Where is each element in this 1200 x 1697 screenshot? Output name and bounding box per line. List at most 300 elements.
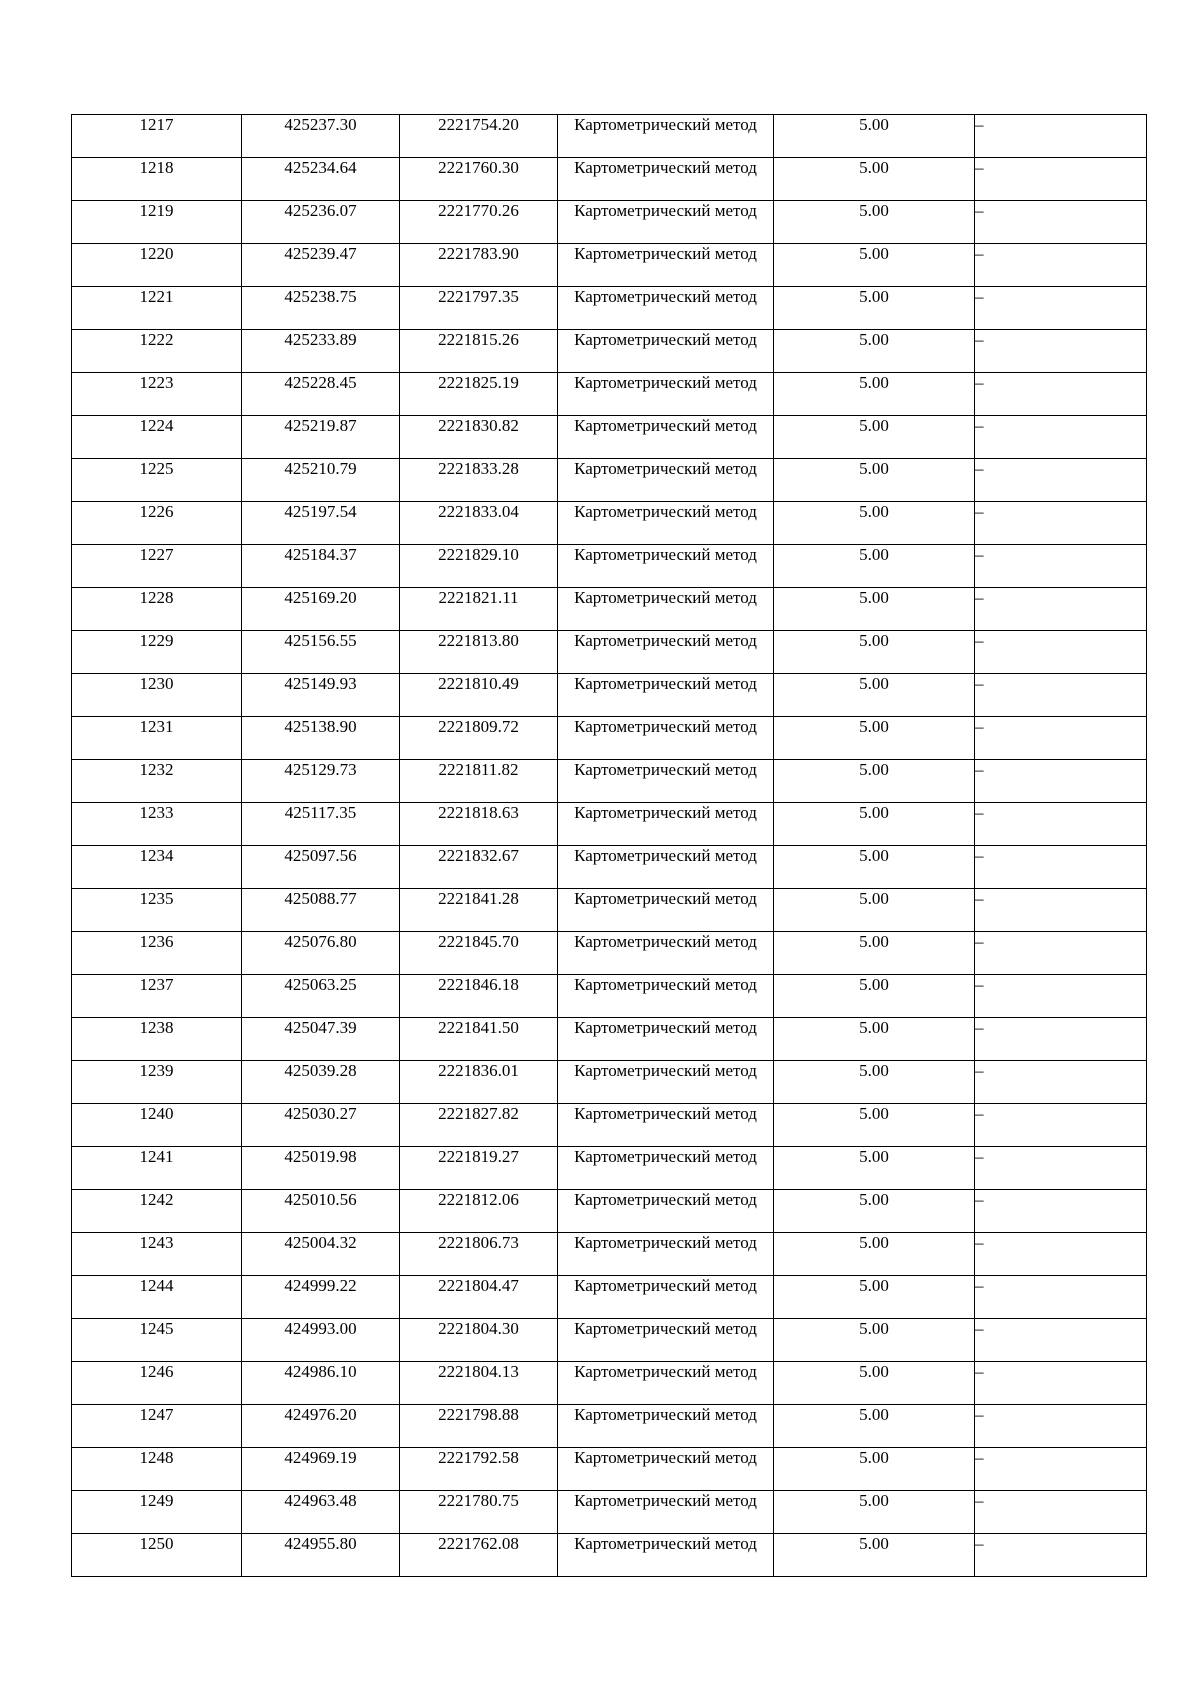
y-coordinate-cell-text: 2221810.49 — [438, 674, 519, 693]
x-coordinate-cell — [242, 1190, 400, 1233]
note-cell-text: – — [975, 416, 984, 435]
point-number-cell — [72, 803, 242, 846]
y-coordinate-cell — [400, 545, 558, 588]
table-row — [72, 631, 1147, 674]
point-number-cell-text: 1232 — [139, 760, 174, 779]
accuracy-cell-text: 5.00 — [859, 502, 889, 521]
note-cell-text: – — [975, 1147, 984, 1166]
point-number-cell — [72, 158, 242, 201]
y-coordinate-cell-text: 2221780.75 — [438, 1491, 519, 1510]
point-number-cell-text: 1221 — [139, 287, 174, 306]
note-cell-text: – — [975, 1276, 984, 1295]
y-coordinate-cell-text: 2221809.72 — [438, 717, 519, 736]
method-cell-text: Картометрический метод — [574, 1233, 757, 1252]
y-coordinate-cell — [400, 1147, 558, 1190]
method-cell-text: Картометрический метод — [574, 803, 757, 822]
accuracy-cell-text: 5.00 — [859, 932, 889, 951]
y-coordinate-cell — [400, 975, 558, 1018]
method-cell — [558, 416, 774, 459]
x-coordinate-cell — [242, 760, 400, 803]
note-cell — [975, 1104, 1147, 1147]
point-number-cell-text: 1224 — [139, 416, 174, 435]
point-number-cell-text: 1247 — [139, 1405, 174, 1424]
y-coordinate-cell — [400, 244, 558, 287]
accuracy-cell — [774, 1276, 975, 1319]
point-number-cell — [72, 1233, 242, 1276]
y-coordinate-cell-text: 2221804.47 — [438, 1276, 519, 1295]
note-cell — [975, 158, 1147, 201]
x-coordinate-cell-text: 425117.35 — [284, 803, 357, 822]
y-coordinate-cell — [400, 674, 558, 717]
method-cell-text: Картометрический метод — [574, 1319, 757, 1338]
accuracy-cell — [774, 932, 975, 975]
accuracy-cell — [774, 158, 975, 201]
y-coordinate-cell — [400, 502, 558, 545]
accuracy-cell — [774, 330, 975, 373]
method-cell-text: Картометрический метод — [574, 846, 757, 865]
method-cell-text: Картометрический метод — [574, 1362, 757, 1381]
point-number-cell-text: 1239 — [139, 1061, 174, 1080]
accuracy-cell — [774, 717, 975, 760]
point-number-cell-text: 1228 — [139, 588, 174, 607]
x-coordinate-cell-text: 425047.39 — [284, 1018, 357, 1037]
point-number-cell — [72, 1491, 242, 1534]
method-cell — [558, 1018, 774, 1061]
method-cell-text: Картометрический метод — [574, 158, 757, 177]
accuracy-cell-text: 5.00 — [859, 416, 889, 435]
note-cell — [975, 631, 1147, 674]
accuracy-cell-text: 5.00 — [859, 1233, 889, 1252]
y-coordinate-cell — [400, 1190, 558, 1233]
method-cell-text: Картометрический метод — [574, 1190, 757, 1209]
point-number-cell — [72, 1448, 242, 1491]
note-cell — [975, 932, 1147, 975]
x-coordinate-cell — [242, 1018, 400, 1061]
x-coordinate-cell-text: 425004.32 — [284, 1233, 357, 1252]
method-cell-text: Картометрический метод — [574, 674, 757, 693]
accuracy-cell-text: 5.00 — [859, 330, 889, 349]
point-number-cell — [72, 932, 242, 975]
method-cell-text: Картометрический метод — [574, 588, 757, 607]
method-cell-text: Картометрический метод — [574, 717, 757, 736]
note-cell — [975, 1534, 1147, 1577]
y-coordinate-cell-text: 2221833.04 — [438, 502, 519, 521]
method-cell — [558, 1104, 774, 1147]
method-cell-text: Картометрический метод — [574, 631, 757, 650]
y-coordinate-cell — [400, 889, 558, 932]
accuracy-cell — [774, 1534, 975, 1577]
y-coordinate-cell-text: 2221827.82 — [438, 1104, 519, 1123]
point-number-cell-text: 1238 — [139, 1018, 174, 1037]
method-cell-text: Картометрический метод — [574, 975, 757, 994]
document-page — [71, 114, 1146, 1577]
note-cell-text: – — [975, 158, 984, 177]
method-cell — [558, 674, 774, 717]
accuracy-cell-text: 5.00 — [859, 1405, 889, 1424]
x-coordinate-cell-text: 424993.00 — [284, 1319, 357, 1338]
note-cell — [975, 545, 1147, 588]
accuracy-cell — [774, 287, 975, 330]
method-cell — [558, 1362, 774, 1405]
accuracy-cell — [774, 459, 975, 502]
note-cell — [975, 1448, 1147, 1491]
x-coordinate-cell — [242, 201, 400, 244]
y-coordinate-cell-text: 2221783.90 — [438, 244, 519, 263]
y-coordinate-cell — [400, 373, 558, 416]
point-number-cell-text: 1246 — [139, 1362, 174, 1381]
method-cell — [558, 717, 774, 760]
note-cell-text: – — [975, 1104, 984, 1123]
y-coordinate-cell — [400, 1104, 558, 1147]
y-coordinate-cell-text: 2221819.27 — [438, 1147, 519, 1166]
table-row — [72, 373, 1147, 416]
method-cell — [558, 588, 774, 631]
y-coordinate-cell-text: 2221813.80 — [438, 631, 519, 650]
point-number-cell — [72, 1147, 242, 1190]
x-coordinate-cell — [242, 588, 400, 631]
note-cell-text: – — [975, 1018, 984, 1037]
accuracy-cell — [774, 1319, 975, 1362]
table-row — [72, 1491, 1147, 1534]
note-cell — [975, 1276, 1147, 1319]
point-number-cell — [72, 889, 242, 932]
note-cell — [975, 1405, 1147, 1448]
y-coordinate-cell — [400, 1319, 558, 1362]
x-coordinate-cell — [242, 287, 400, 330]
table-row — [72, 975, 1147, 1018]
accuracy-cell-text: 5.00 — [859, 1491, 889, 1510]
x-coordinate-cell-text: 425210.79 — [284, 459, 357, 478]
note-cell-text: – — [975, 717, 984, 736]
accuracy-cell — [774, 115, 975, 158]
point-number-cell — [72, 1190, 242, 1233]
method-cell-text: Картометрический метод — [574, 1018, 757, 1037]
method-cell-text: Картометрический метод — [574, 330, 757, 349]
accuracy-cell-text: 5.00 — [859, 760, 889, 779]
y-coordinate-cell — [400, 1448, 558, 1491]
accuracy-cell — [774, 1190, 975, 1233]
y-coordinate-cell — [400, 1405, 558, 1448]
point-number-cell-text: 1235 — [139, 889, 174, 908]
y-coordinate-cell — [400, 932, 558, 975]
accuracy-cell — [774, 545, 975, 588]
accuracy-cell-text: 5.00 — [859, 588, 889, 607]
accuracy-cell-text: 5.00 — [859, 115, 889, 134]
note-cell-text: – — [975, 1061, 984, 1080]
accuracy-cell-text: 5.00 — [859, 201, 889, 220]
note-cell — [975, 717, 1147, 760]
accuracy-cell-text: 5.00 — [859, 674, 889, 693]
accuracy-cell-text: 5.00 — [859, 1018, 889, 1037]
table-row — [72, 1190, 1147, 1233]
table-row — [72, 287, 1147, 330]
point-number-cell — [72, 1104, 242, 1147]
method-cell-text: Картометрический метод — [574, 1448, 757, 1467]
point-number-cell — [72, 373, 242, 416]
note-cell — [975, 1233, 1147, 1276]
x-coordinate-cell — [242, 158, 400, 201]
accuracy-cell-text: 5.00 — [859, 1061, 889, 1080]
y-coordinate-cell — [400, 1276, 558, 1319]
y-coordinate-cell-text: 2221836.01 — [438, 1061, 519, 1080]
x-coordinate-cell-text: 425184.37 — [284, 545, 357, 564]
table-row — [72, 459, 1147, 502]
accuracy-cell-text: 5.00 — [859, 631, 889, 650]
x-coordinate-cell-text: 424999.22 — [284, 1276, 357, 1295]
note-cell-text: – — [975, 244, 984, 263]
method-cell — [558, 760, 774, 803]
y-coordinate-cell — [400, 803, 558, 846]
x-coordinate-cell — [242, 330, 400, 373]
table-row — [72, 416, 1147, 459]
x-coordinate-cell-text: 425233.89 — [284, 330, 357, 349]
y-coordinate-cell-text: 2221818.63 — [438, 803, 519, 822]
x-coordinate-cell-text: 424986.10 — [284, 1362, 357, 1381]
x-coordinate-cell-text: 425156.55 — [284, 631, 357, 650]
note-cell-text: – — [975, 760, 984, 779]
y-coordinate-cell — [400, 846, 558, 889]
note-cell — [975, 244, 1147, 287]
accuracy-cell-text: 5.00 — [859, 545, 889, 564]
method-cell-text: Картометрический метод — [574, 502, 757, 521]
x-coordinate-cell — [242, 889, 400, 932]
x-coordinate-cell-text: 425138.90 — [284, 717, 357, 736]
note-cell-text: – — [975, 975, 984, 994]
x-coordinate-cell-text: 425039.28 — [284, 1061, 357, 1080]
y-coordinate-cell-text: 2221804.30 — [438, 1319, 519, 1338]
y-coordinate-cell-text: 2221812.06 — [438, 1190, 519, 1209]
y-coordinate-cell — [400, 115, 558, 158]
note-cell-text: – — [975, 846, 984, 865]
accuracy-cell — [774, 1018, 975, 1061]
table-row — [72, 1233, 1147, 1276]
accuracy-cell — [774, 674, 975, 717]
method-cell — [558, 1147, 774, 1190]
note-cell-text: – — [975, 459, 984, 478]
accuracy-cell-text: 5.00 — [859, 459, 889, 478]
y-coordinate-cell-text: 2221804.13 — [438, 1362, 519, 1381]
method-cell-text: Картометрический метод — [574, 1104, 757, 1123]
note-cell — [975, 889, 1147, 932]
x-coordinate-cell-text: 425236.07 — [284, 201, 357, 220]
y-coordinate-cell-text: 2221798.88 — [438, 1405, 519, 1424]
method-cell-text: Картометрический метод — [574, 244, 757, 263]
point-number-cell-text: 1219 — [139, 201, 174, 220]
method-cell — [558, 545, 774, 588]
x-coordinate-cell — [242, 1362, 400, 1405]
note-cell — [975, 674, 1147, 717]
accuracy-cell-text: 5.00 — [859, 846, 889, 865]
table-row — [72, 803, 1147, 846]
x-coordinate-cell — [242, 1319, 400, 1362]
table-row — [72, 932, 1147, 975]
point-number-cell — [72, 717, 242, 760]
table-row — [72, 889, 1147, 932]
y-coordinate-cell — [400, 1233, 558, 1276]
table-row — [72, 1534, 1147, 1577]
x-coordinate-cell-text: 425169.20 — [284, 588, 357, 607]
x-coordinate-cell-text: 424976.20 — [284, 1405, 357, 1424]
x-coordinate-cell-text: 425239.47 — [284, 244, 357, 263]
point-number-cell-text: 1250 — [139, 1534, 174, 1553]
table-row — [72, 244, 1147, 287]
note-cell-text: – — [975, 1491, 984, 1510]
note-cell-text: – — [975, 803, 984, 822]
x-coordinate-cell — [242, 416, 400, 459]
note-cell — [975, 287, 1147, 330]
note-cell — [975, 803, 1147, 846]
x-coordinate-cell — [242, 674, 400, 717]
y-coordinate-cell-text: 2221841.50 — [438, 1018, 519, 1037]
accuracy-cell — [774, 244, 975, 287]
x-coordinate-cell-text: 425019.98 — [284, 1147, 357, 1166]
method-cell-text: Картометрический метод — [574, 760, 757, 779]
method-cell — [558, 889, 774, 932]
x-coordinate-cell — [242, 975, 400, 1018]
note-cell — [975, 459, 1147, 502]
table-row — [72, 545, 1147, 588]
point-number-cell-text: 1225 — [139, 459, 174, 478]
x-coordinate-cell — [242, 545, 400, 588]
table-row — [72, 1061, 1147, 1104]
x-coordinate-cell — [242, 1276, 400, 1319]
note-cell-text: – — [975, 1362, 984, 1381]
point-number-cell — [72, 330, 242, 373]
x-coordinate-cell — [242, 846, 400, 889]
method-cell — [558, 1448, 774, 1491]
point-number-cell-text: 1243 — [139, 1233, 174, 1252]
note-cell-text: – — [975, 1405, 984, 1424]
method-cell — [558, 1534, 774, 1577]
accuracy-cell-text: 5.00 — [859, 975, 889, 994]
accuracy-cell — [774, 502, 975, 545]
table-row — [72, 717, 1147, 760]
note-cell-text: – — [975, 1233, 984, 1252]
x-coordinate-cell-text: 425088.77 — [284, 889, 357, 908]
point-number-cell — [72, 975, 242, 1018]
accuracy-cell — [774, 1233, 975, 1276]
x-coordinate-cell — [242, 115, 400, 158]
method-cell-text: Картометрический метод — [574, 416, 757, 435]
accuracy-cell — [774, 1448, 975, 1491]
y-coordinate-cell — [400, 717, 558, 760]
accuracy-cell — [774, 631, 975, 674]
y-coordinate-cell — [400, 631, 558, 674]
accuracy-cell — [774, 588, 975, 631]
method-cell — [558, 1491, 774, 1534]
note-cell-text: – — [975, 201, 984, 220]
point-number-cell — [72, 287, 242, 330]
note-cell — [975, 502, 1147, 545]
y-coordinate-cell — [400, 1362, 558, 1405]
accuracy-cell — [774, 373, 975, 416]
point-number-cell-text: 1230 — [139, 674, 174, 693]
method-cell-text: Картометрический метод — [574, 115, 757, 134]
method-cell-text: Картометрический метод — [574, 932, 757, 951]
x-coordinate-cell — [242, 1405, 400, 1448]
point-number-cell-text: 1244 — [139, 1276, 174, 1295]
method-cell-text: Картометрический метод — [574, 201, 757, 220]
point-number-cell-text: 1240 — [139, 1104, 174, 1123]
point-number-cell — [72, 1061, 242, 1104]
note-cell-text: – — [975, 502, 984, 521]
method-cell — [558, 158, 774, 201]
method-cell-text: Картометрический метод — [574, 1061, 757, 1080]
accuracy-cell — [774, 1147, 975, 1190]
point-number-cell — [72, 115, 242, 158]
x-coordinate-cell — [242, 1061, 400, 1104]
note-cell-text: – — [975, 1190, 984, 1209]
note-cell — [975, 1491, 1147, 1534]
note-cell-text: – — [975, 674, 984, 693]
method-cell — [558, 631, 774, 674]
point-number-cell-text: 1248 — [139, 1448, 174, 1467]
accuracy-cell — [774, 889, 975, 932]
point-number-cell-text: 1241 — [139, 1147, 174, 1166]
table-row — [72, 674, 1147, 717]
note-cell-text: – — [975, 1448, 984, 1467]
table-row — [72, 330, 1147, 373]
x-coordinate-cell-text: 425076.80 — [284, 932, 357, 951]
note-cell-text: – — [975, 631, 984, 650]
y-coordinate-cell-text: 2221821.11 — [438, 588, 519, 607]
method-cell — [558, 287, 774, 330]
point-number-cell-text: 1223 — [139, 373, 174, 392]
point-number-cell — [72, 760, 242, 803]
method-cell-text: Картометрический метод — [574, 1534, 757, 1553]
method-cell — [558, 459, 774, 502]
point-number-cell — [72, 1018, 242, 1061]
accuracy-cell-text: 5.00 — [859, 1448, 889, 1467]
point-number-cell — [72, 545, 242, 588]
method-cell — [558, 330, 774, 373]
point-number-cell — [72, 1362, 242, 1405]
y-coordinate-cell-text: 2221815.26 — [438, 330, 519, 349]
y-coordinate-cell-text: 2221841.28 — [438, 889, 519, 908]
table-row — [72, 1018, 1147, 1061]
accuracy-cell — [774, 1362, 975, 1405]
accuracy-cell — [774, 803, 975, 846]
point-number-cell-text: 1217 — [139, 115, 174, 134]
point-number-cell-text: 1220 — [139, 244, 174, 263]
note-cell-text: – — [975, 1534, 984, 1553]
y-coordinate-cell — [400, 760, 558, 803]
x-coordinate-cell — [242, 459, 400, 502]
method-cell — [558, 1319, 774, 1362]
method-cell — [558, 803, 774, 846]
note-cell-text: – — [975, 932, 984, 951]
note-cell — [975, 115, 1147, 158]
point-number-cell — [72, 631, 242, 674]
method-cell — [558, 373, 774, 416]
point-number-cell-text: 1234 — [139, 846, 174, 865]
table-row — [72, 502, 1147, 545]
accuracy-cell-text: 5.00 — [859, 803, 889, 822]
y-coordinate-cell-text: 2221754.20 — [438, 115, 519, 134]
point-number-cell — [72, 502, 242, 545]
note-cell — [975, 1147, 1147, 1190]
point-number-cell-text: 1236 — [139, 932, 174, 951]
y-coordinate-cell-text: 2221762.08 — [438, 1534, 519, 1553]
x-coordinate-cell — [242, 803, 400, 846]
method-cell — [558, 1233, 774, 1276]
method-cell — [558, 244, 774, 287]
table-row — [72, 1104, 1147, 1147]
accuracy-cell — [774, 1491, 975, 1534]
y-coordinate-cell — [400, 459, 558, 502]
note-cell — [975, 330, 1147, 373]
point-number-cell-text: 1231 — [139, 717, 174, 736]
